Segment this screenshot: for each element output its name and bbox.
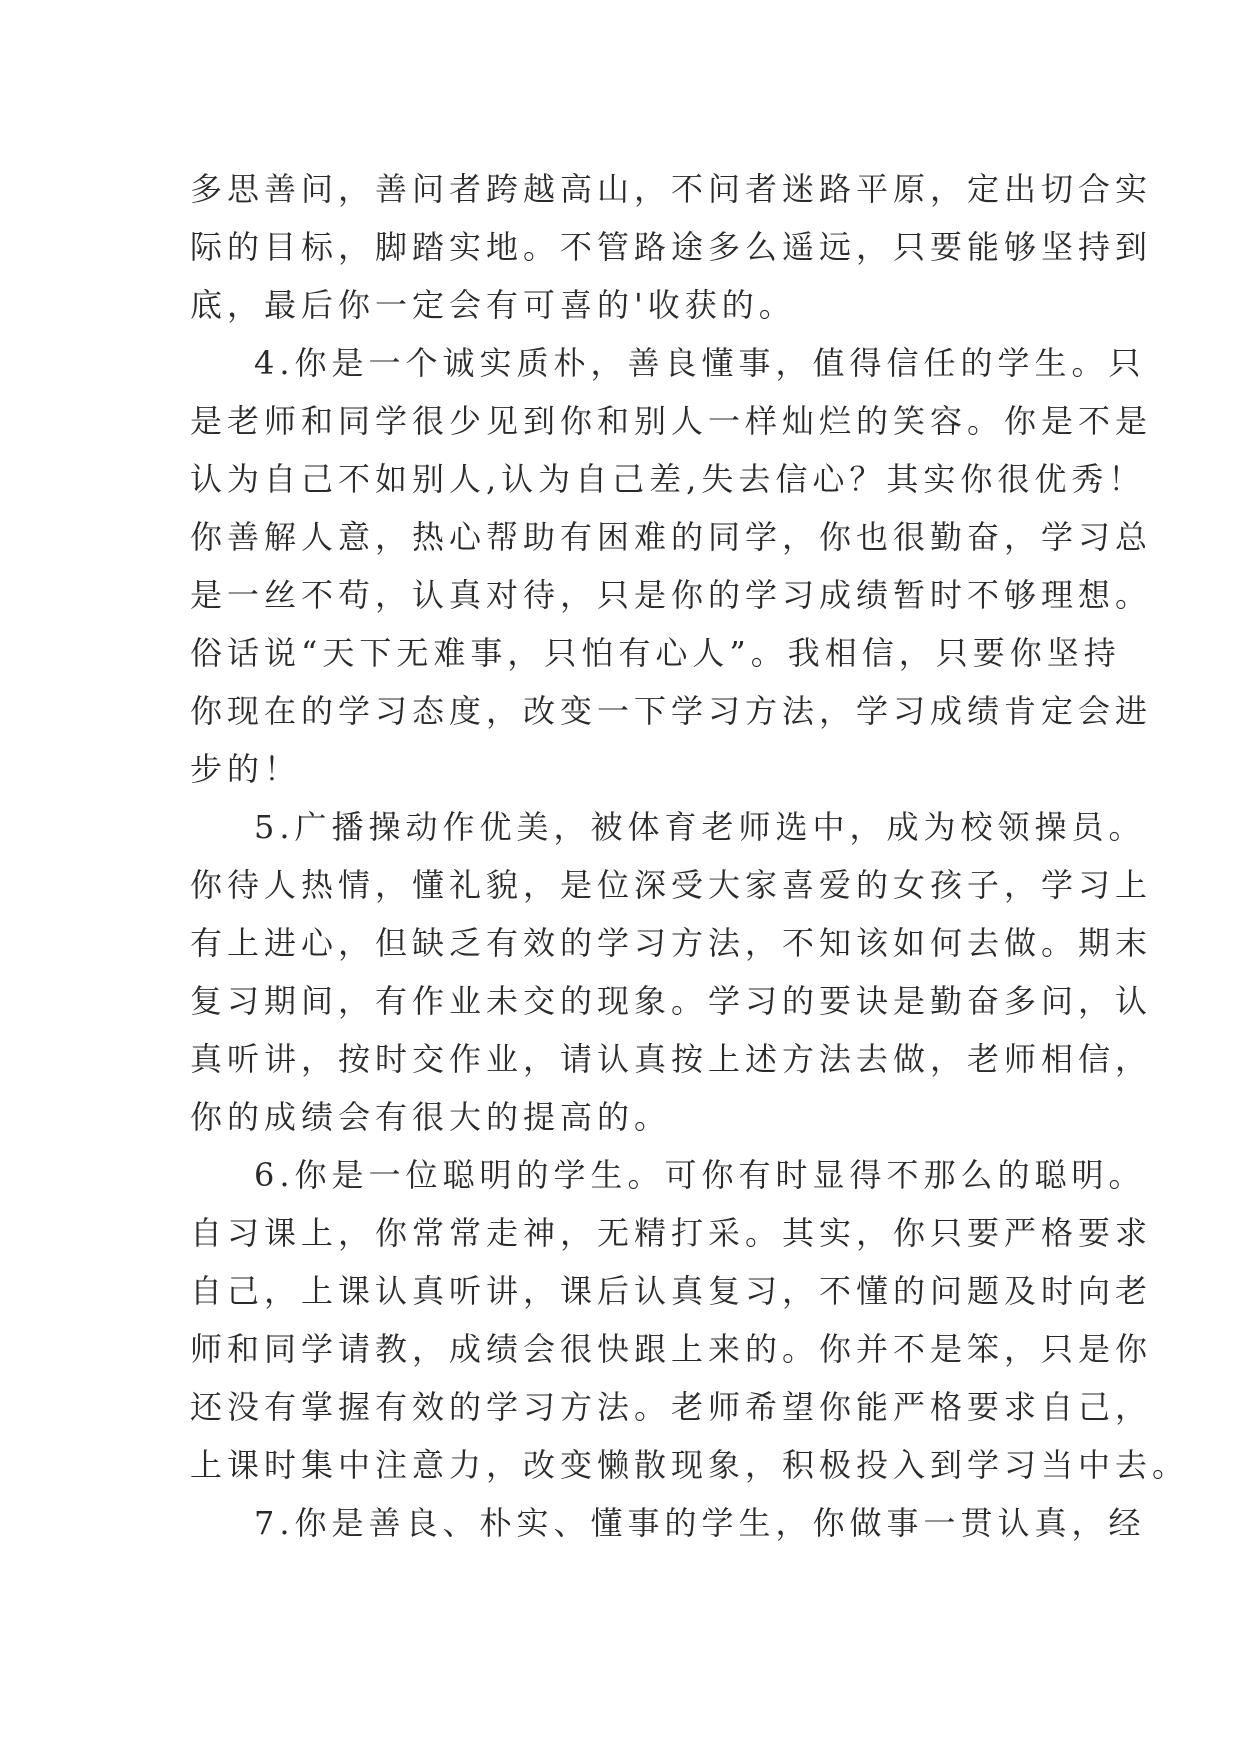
text-line: 6.你是一位聪明的学生。可你有时显得不那么的聪明。 xyxy=(254,1156,1146,1194)
text-line: 4.你是一个诚实质朴，善良懂事，值得信任的学生。只 xyxy=(254,344,1146,382)
text-line: 多思善问，善问者跨越高山，不问者迷路平原，定出切合实 xyxy=(190,170,1153,208)
text-line: 底，最后你一定会有可喜的'收获的。 xyxy=(190,286,796,324)
text-line: 复习期间，有作业未交的现象。学习的要诀是勤奋多问，认 xyxy=(190,982,1153,1020)
text-line: 你善解人意，热心帮助有困难的同学，你也很勤奋，学习总 xyxy=(190,518,1153,556)
text-line: 7.你是善良、朴实、懂事的学生，你做事一贯认真，经 xyxy=(254,1504,1146,1542)
text-line: 5.广播操动作优美，被体育老师选中，成为校领操员。 xyxy=(254,808,1146,846)
text-line: 自己，上课认真听讲，课后认真复习，不懂的问题及时向老 xyxy=(190,1272,1153,1310)
body-text xyxy=(190,160,1190,1552)
text-line: 有上进心，但缺乏有效的学习方法，不知该如何去做。期末 xyxy=(190,924,1153,962)
text-line: 俗话说“天下无难事，只怕有心人”。我相信，只要你坚持 xyxy=(190,634,1121,672)
text-line: 自习课上，你常常走神，无精打采。其实，你只要严格要求 xyxy=(190,1214,1153,1252)
text-line: 际的目标，脚踏实地。不管路途多么遥远，只要能够坚持到 xyxy=(190,228,1153,266)
text-line: 是老师和同学很少见到你和别人一样灿烂的笑容。你是不是 xyxy=(190,402,1153,440)
text-line: 步的！ xyxy=(190,750,302,788)
text-line: 认为自己不如别人,认为自己差,失去信心？其实你很优秀！ xyxy=(190,460,1146,498)
text-line: 还没有掌握有效的学习方法。老师希望你能严格要求自己， xyxy=(190,1388,1153,1426)
text-line: 是一丝不苟，认真对待，只是你的学习成绩暂时不够理想。 xyxy=(190,576,1153,614)
text-line: 上课时集中注意力，改变懒散现象，积极投入到学习当中去。 xyxy=(190,1446,1190,1484)
text-line: 你现在的学习态度，改变一下学习方法，学习成绩肯定会进 xyxy=(190,692,1153,730)
text-line: 真听讲，按时交作业，请认真按上述方法去做，老师相信， xyxy=(190,1040,1153,1078)
text-line: 师和同学请教，成绩会很快跟上来的。你并不是笨，只是你 xyxy=(190,1330,1153,1368)
text-line: 你的成绩会有很大的提高的。 xyxy=(190,1098,672,1136)
text-line: 你待人热情，懂礼貌，是位深受大家喜爱的女孩子，学习上 xyxy=(190,866,1153,904)
